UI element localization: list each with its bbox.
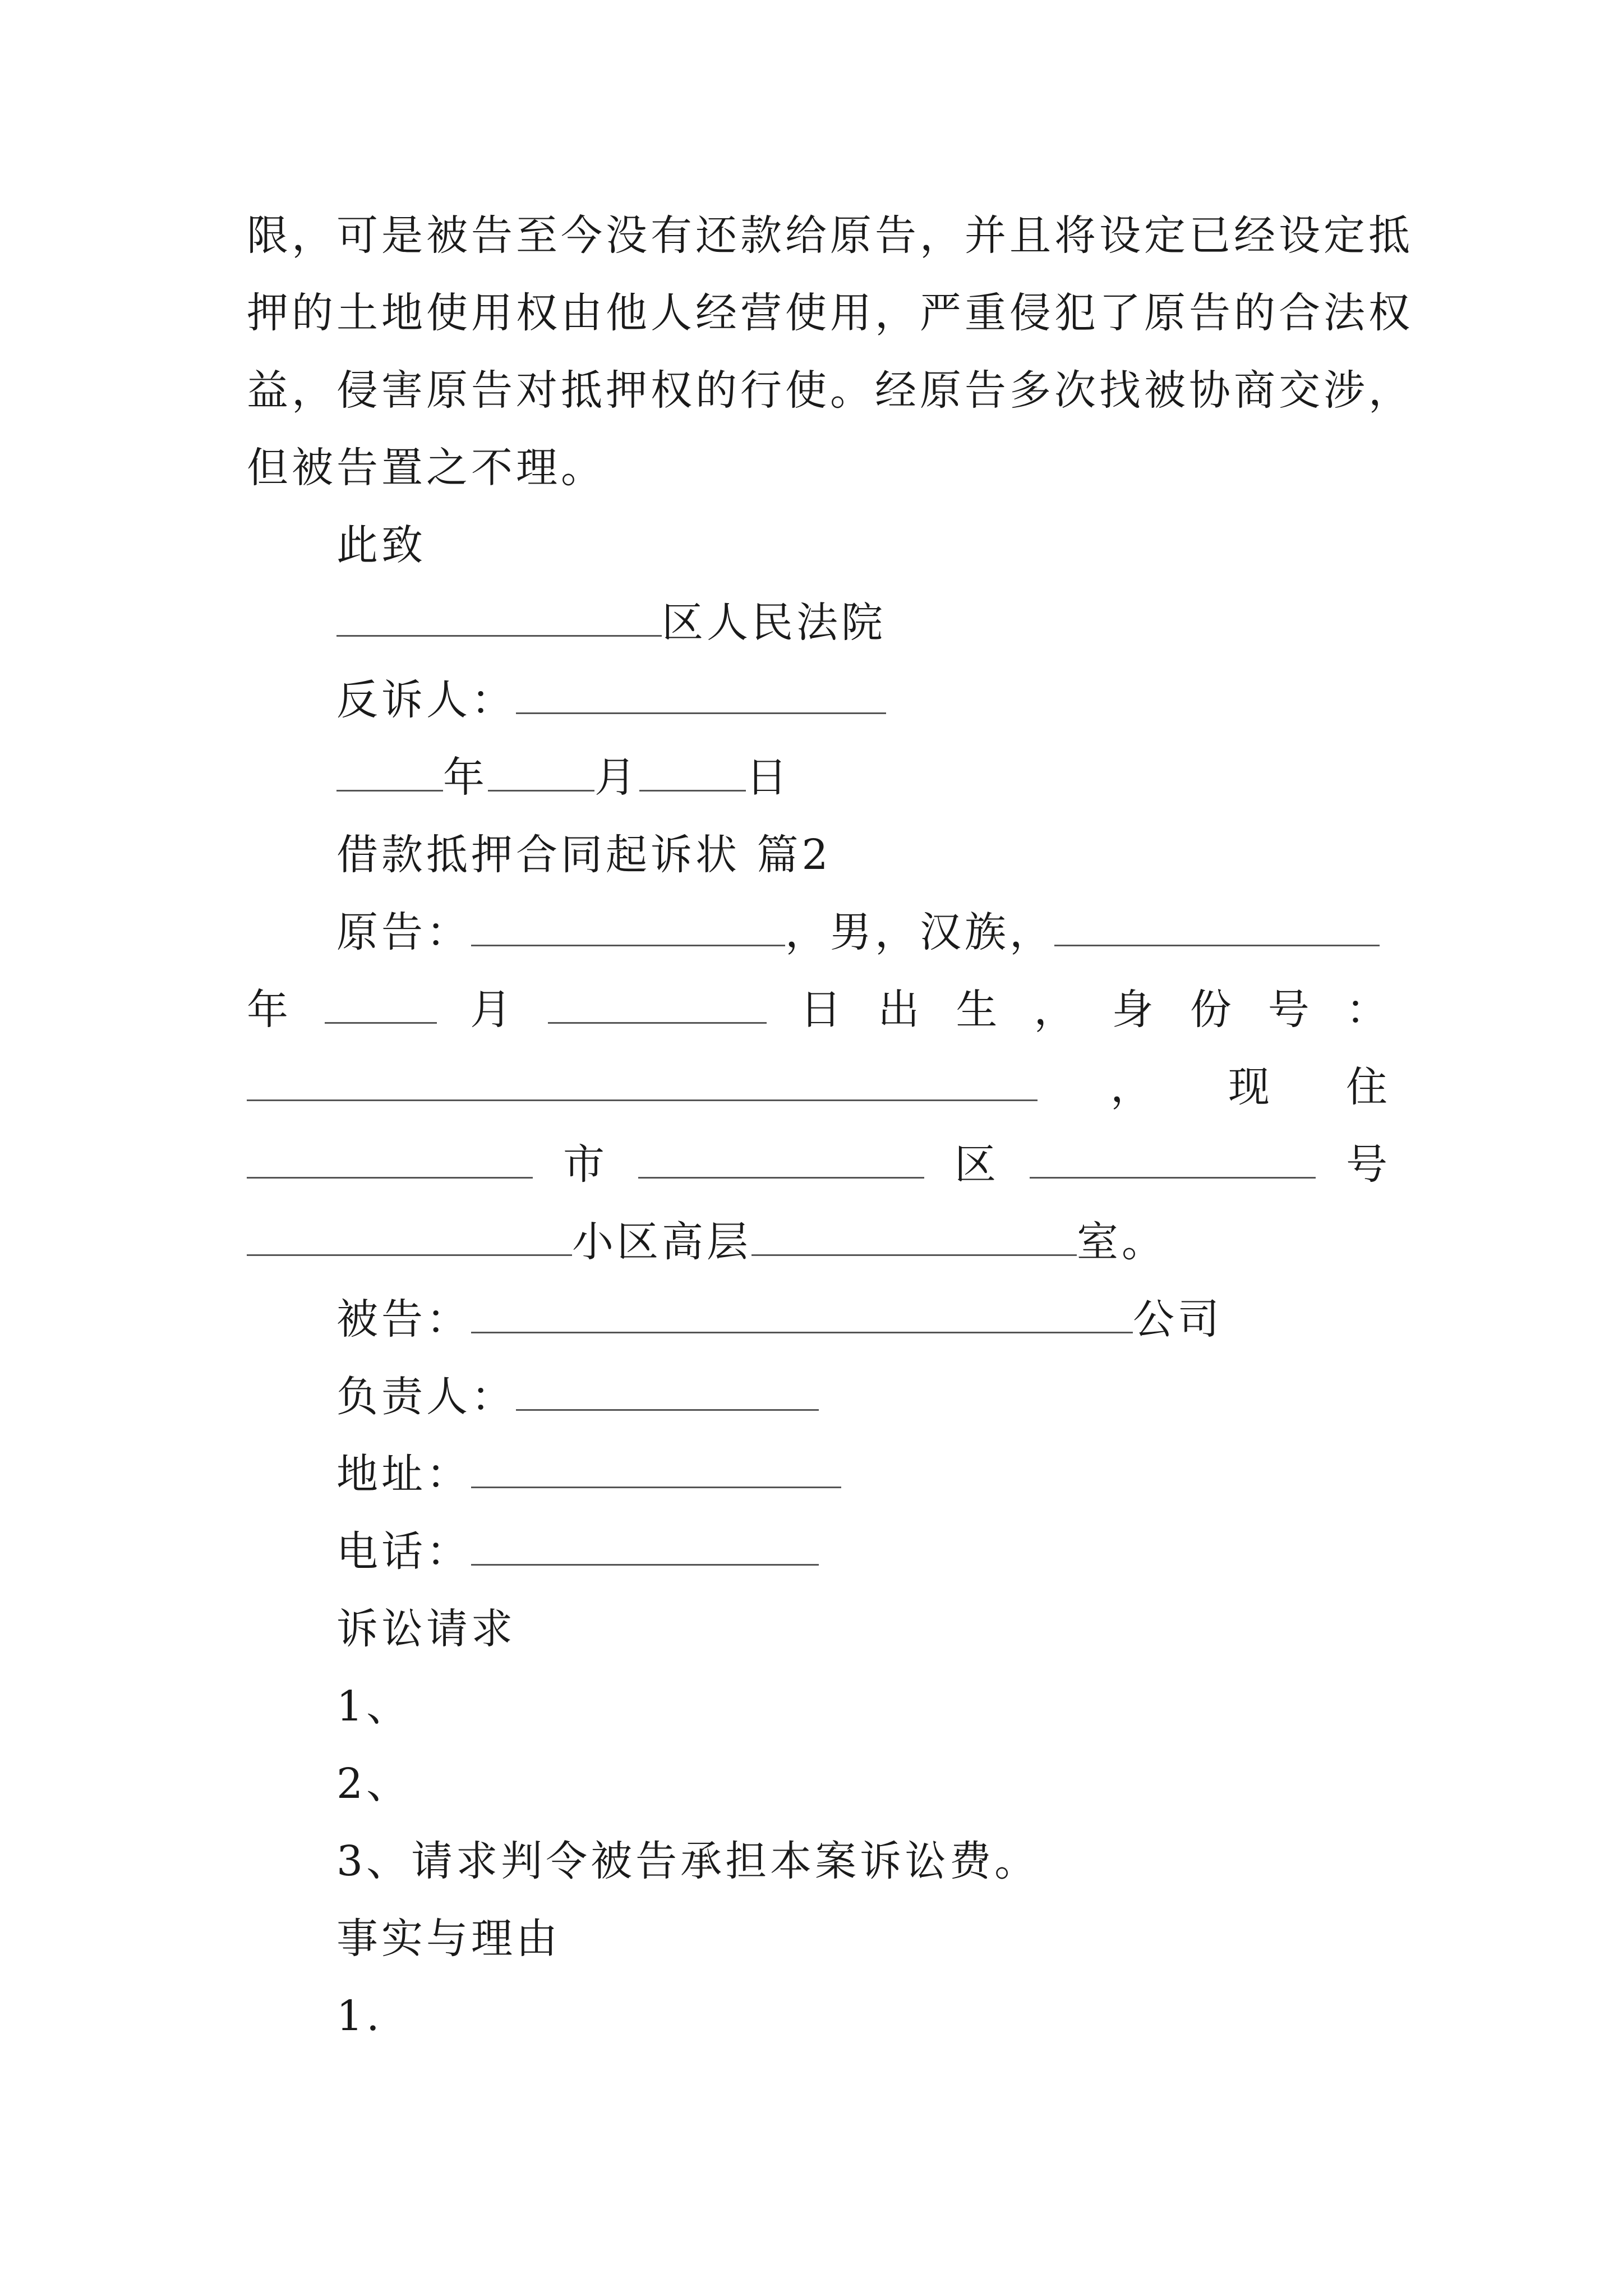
birth-char-5: 身	[1112, 986, 1157, 1034]
birth-char-4: ，	[1034, 986, 1079, 1034]
date-month: 月	[594, 753, 639, 802]
current-char-1: 现	[1228, 1063, 1273, 1111]
birth-char-3: 生	[956, 986, 1001, 1034]
birth-char-2: 出	[878, 986, 923, 1034]
paragraph-line-3: 益，侵害原告对抵押权的行使。经原告多次找被协商交涉，	[247, 366, 1413, 415]
date-line	[336, 751, 1481, 804]
section-title: 借款抵押合同起诉状 篇2	[336, 831, 832, 879]
date-year: 年	[443, 753, 488, 802]
person-label: 负责人：	[336, 1373, 516, 1421]
date-day: 日	[746, 753, 791, 802]
street-blank	[1030, 1141, 1316, 1179]
court-suffix: 区人民法院	[662, 599, 886, 647]
company-suffix: 公司	[1133, 1295, 1223, 1343]
defendant-company-blank	[471, 1296, 1133, 1333]
plaintiff-birth-blank	[1054, 909, 1380, 946]
birth-char-7: 号	[1267, 986, 1313, 1034]
current-char-2: 住	[1346, 1063, 1391, 1111]
paragraph-line-2: 押的土地使用权由他人经营使用，严重侵犯了原告的合法权	[247, 289, 1413, 337]
birth-char-6: 份	[1189, 986, 1235, 1034]
claim-2: 2、	[336, 1760, 412, 1808]
plaintiff-birth-row	[247, 983, 1391, 1037]
defendant-label: 被告：	[336, 1295, 471, 1343]
plaintiff-address-row	[247, 1138, 1391, 1191]
plaintiff-line-1	[336, 905, 1481, 959]
phone-blank	[471, 1528, 819, 1566]
counterclaimant-blank	[516, 677, 886, 714]
person-blank	[516, 1373, 819, 1411]
defendant-phone-line	[336, 1525, 1481, 1579]
room-label: 室。	[1077, 1218, 1166, 1266]
fact-1: 1.	[336, 1992, 383, 2040]
defendant-address-line	[336, 1447, 1481, 1501]
room-blank	[751, 1218, 1077, 1256]
date-month-blank	[488, 754, 594, 792]
claim-3: 3、请求判令被告承担本案诉讼费。	[336, 1837, 1040, 1885]
claims-title: 诉讼请求	[336, 1605, 516, 1653]
facts-title: 事实与理由	[336, 1915, 561, 1963]
plaintiff-line-2	[247, 983, 1391, 1037]
court-blank	[336, 599, 662, 637]
paragraph-line-1: 限，可是被告至今没有还款给原告，并且将设定已经设定抵	[247, 211, 1413, 260]
paragraph-line-4: 但被告置之不理。	[247, 444, 606, 492]
community-blank	[247, 1218, 572, 1256]
birth-char-8: ：	[1345, 986, 1391, 1034]
plaintiff-line-4	[247, 1138, 1391, 1191]
counterclaimant-line	[336, 673, 1481, 727]
plaintiff-gender-ethnicity: ，男，汉族，	[785, 908, 1054, 956]
date-day-blank	[639, 754, 746, 792]
id-number-blank	[247, 1064, 1038, 1101]
address-blank	[471, 1451, 841, 1488]
plaintiff-line-3	[247, 1060, 1391, 1114]
counterclaimant-label: 反诉人：	[336, 676, 516, 724]
district-blank	[638, 1141, 924, 1179]
community-label: 小区高层	[572, 1218, 751, 1266]
plaintiff-name-blank	[471, 909, 785, 946]
birth-char-1: 日	[800, 986, 845, 1034]
plaintiff-id-row	[247, 1060, 1391, 1114]
plaintiff-line-5	[247, 1215, 1391, 1269]
city-label: 市	[563, 1140, 608, 1189]
defendant-line	[336, 1292, 1481, 1346]
claim-1: 1、	[336, 1682, 412, 1731]
date-year-blank	[336, 754, 443, 792]
birth-year: 年	[247, 986, 292, 1034]
birth-month: 月	[470, 986, 515, 1034]
birth-month-blank	[325, 986, 437, 1024]
id-comma: ，	[1110, 1063, 1155, 1111]
plaintiff-label: 原告：	[336, 908, 471, 956]
address-label: 地址：	[336, 1450, 471, 1498]
city-blank	[247, 1141, 533, 1179]
phone-label: 电话：	[336, 1527, 471, 1576]
number-label: 号	[1346, 1140, 1391, 1189]
court-line	[336, 596, 1481, 650]
salutation: 此致	[336, 521, 426, 569]
defendant-person-line	[336, 1370, 1481, 1424]
birth-day-blank	[548, 986, 767, 1024]
district-label: 区	[955, 1140, 999, 1189]
